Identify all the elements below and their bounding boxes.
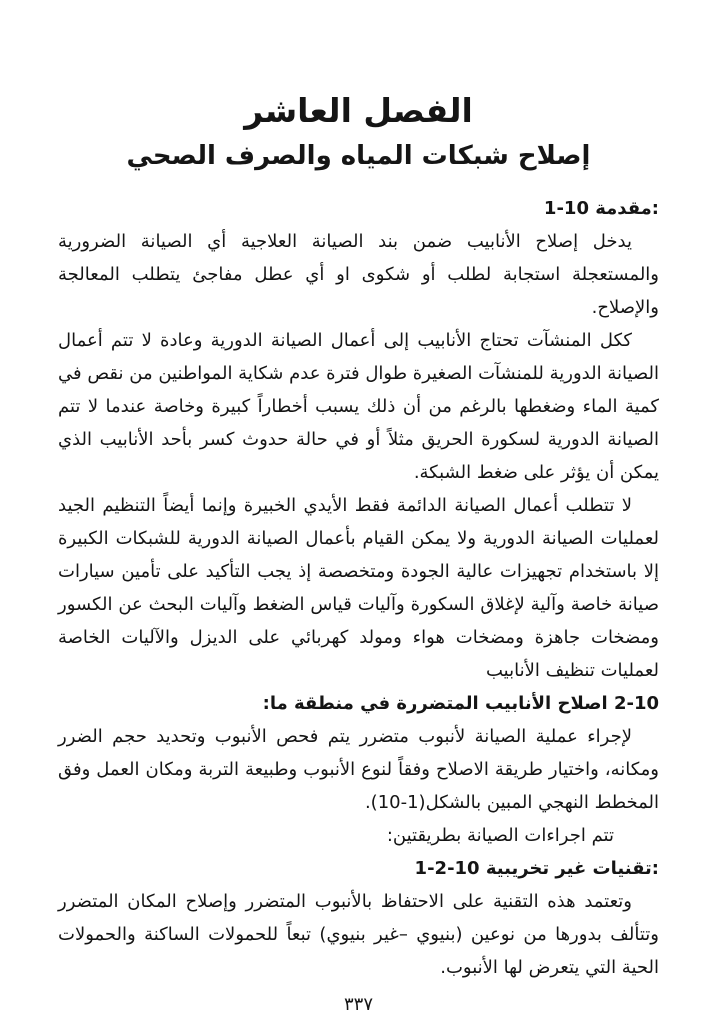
section-heading-repair: 2-10 اصلاح الأنابيب المتضررة في منطقة ما: [262, 693, 659, 714]
paragraph-intro-2: ككل المنشآت تحتاج الأنابيب إلى أعمال الصيانة الدورية وعادة لا تتم أعمال الصيانة الدورية للمنشآت الصغيرة طوال فترة عدم شكاية المواطنين من نقص في كمية الماء وضغطها بالرغم من أن ذلك يسبب أخطاراً كبيرة وخاصة عندما لا تتم الصيانة الدورية لسكورة الحريق مثلاً أو في حالة حدوث كسر بأحد الأنابيب الذي يمكن أن يؤثر على ضغط الشبكة. [58, 330, 659, 483]
chapter-subtitle: إصلاح شبكات المياه والصرف الصحي [126, 141, 591, 171]
section-heading-nondestructive: 1-2-10 تقنيات غير تخريبية: [414, 858, 659, 879]
paragraph-intro-3: لا تتطلب أعمال الصيانة الدائمة فقط الأيدي الخبيرة وإنما أيضاً التنظيم الجيد لعمليات الصيانة الدورية ولا يمكن القيام بأعمال الصيانة الدورية للشبكات الكبيرة إلا باستخدام تجهيزات عالية الجودة ومتخصصة إذ يجب التأكيد على تأمين سيارات صيانة خاصة وآلية لإغلاق السكورة وآليات قياس الضغط وآليات البحث عن الكسور ومضخات جاهزة ومضخات هواء ومولد كهربائي على الديزل والآليات الخاصة لعمليات تنظيف الأنابيب [58, 495, 659, 681]
page-number: ٣٣٧ [343, 994, 373, 1015]
chapter-title: الفصل العاشر [244, 91, 473, 130]
section-heading-intro: 1-10 مقدمة: [543, 198, 659, 219]
paragraph-intro-1: يدخل إصلاح الأنابيب ضمن بند الصيانة العلاجية أي الصيانة الضرورية والمستعجلة استجابة لطلب أو شكوى او أي عطل مفاجئ يتطلب المعالجة والإصلاح. [58, 231, 659, 318]
paragraph-nondestructive-1: وتعتمد هذه التقنية على الاحتفاظ بالأنبوب المتضرر وإصلاح المكان المتضرر وتتألف بدورها من نوعين (بنيوي –غير بنيوي) تبعاً للحمولات الساكنة والحمولات الحية التي يتعرض لها الأنبوب. [58, 891, 659, 978]
line-maintenance-two-methods: تتم اجراءات الصيانة بطريقتين: [386, 825, 614, 846]
paragraph-repair-1: لإجراء عملية الصيانة لأنبوب متضرر يتم فحص الأنبوب وتحديد حجم الضرر ومكانه، واختيار طريقة الاصلاح وفقاً لنوع الأنبوب وطبيعة التربة ومكان العمل وفق المخطط النهجي المبين بالشكل(1-10). [58, 726, 659, 813]
